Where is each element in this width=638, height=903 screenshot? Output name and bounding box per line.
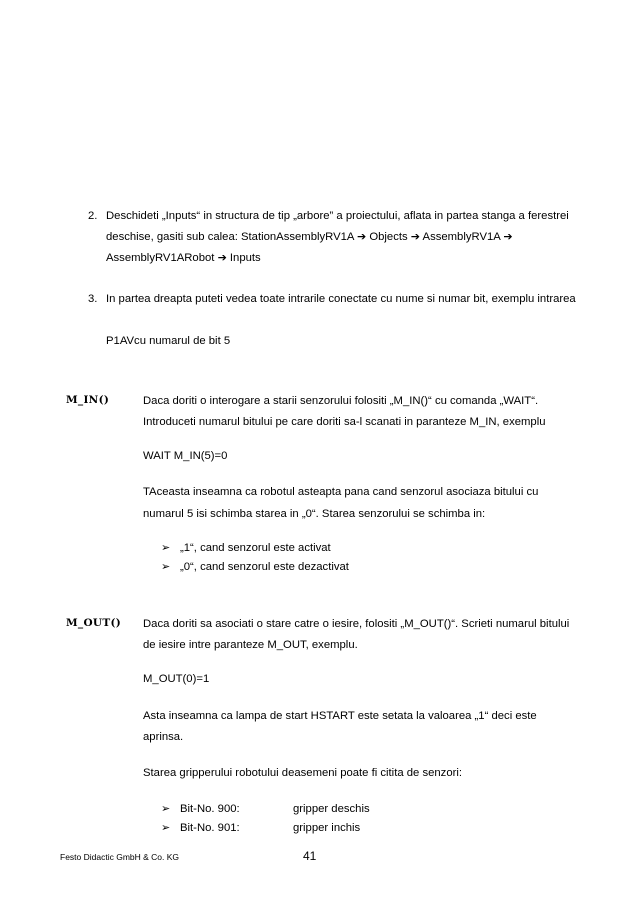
arrow-right-icon: ➔ <box>503 230 513 243</box>
list-item: „1“, cand senzorul este activat <box>180 542 331 554</box>
paragraph-line: Starea gripperului robotului deasemeni poate fi citita de senzori: <box>143 767 463 779</box>
footer-company: Festo Didactic GmbH & Co. KG <box>60 852 180 862</box>
page-number: 41 <box>303 849 317 863</box>
arrowhead-bullet-icon: ➢ <box>161 560 171 573</box>
keyword-m-out: M_OUT() <box>66 617 122 629</box>
step-text-line: In partea dreapta puteti vedea toate intrarile conectate cu nume si numar bit, exemplu intrarea <box>106 293 576 305</box>
paragraph-line: de iesire intre paranteze M_OUT, exemplu. <box>143 639 358 651</box>
step-text-line: P1AVcu numarul de bit 5 <box>106 335 231 347</box>
paragraph-line: TAceasta inseamna ca robotul asteapta pana cand senzorul asociaza bitului cu <box>143 486 539 498</box>
path-segment: deschise, gasiti sub calea: StationAssemblyRV1A <box>106 231 354 243</box>
paragraph-line: aprinsa. <box>143 731 184 743</box>
path-segment: AssemblyRV1A <box>422 231 501 243</box>
list-item: „0“, cand senzorul este dezactivat <box>180 561 349 573</box>
bit-state: gripper inchis <box>293 822 361 834</box>
arrowhead-bullet-icon: ➢ <box>161 802 171 815</box>
arrow-right-icon: ➔ <box>356 230 367 243</box>
paragraph-line: Introduceti numarul bitului pe care doriti sa-l scanati in paranteze M_IN, exemplu <box>143 416 546 428</box>
arrow-right-icon: ➔ <box>217 251 227 264</box>
keyword-m-in: M_IN() <box>66 394 110 406</box>
paragraph-line: Asta inseamna ca lampa de start HSTART este setata la valoarea „1“ deci este <box>143 710 537 722</box>
bit-label: Bit-No. 900: <box>180 803 240 815</box>
step-number: 3. <box>88 293 98 305</box>
step-number: 2. <box>88 210 98 222</box>
bit-label: Bit-No. 901: <box>180 822 240 834</box>
paragraph-line: Daca doriti o interogare a starii senzorului folositi „M_IN()“ cu comanda „WAIT“. <box>143 395 539 407</box>
step-text-line: Deschideti „Inputs“ in structura de tip „arbore” a proiectului, aflata in partea stanga a ferestrei <box>106 210 569 222</box>
arrow-right-icon: ➔ <box>410 230 421 243</box>
paragraph-line: Daca doriti sa asociati o stare catre o iesire, folositi „M_OUT()“. Scrieti numarul bitului <box>143 618 570 630</box>
code-example: WAIT M_IN(5)=0 <box>143 450 228 462</box>
paragraph-line: numarul 5 isi schimba starea in „0“. Starea senzorului se schimba in: <box>143 508 486 520</box>
path-segment: AssemblyRV1ARobot <box>106 252 215 264</box>
step-path-line <box>106 230 513 244</box>
path-segment: Objects <box>369 231 408 243</box>
step-path-line <box>106 251 261 265</box>
code-example: M_OUT(0)=1 <box>143 673 210 685</box>
arrowhead-bullet-icon: ➢ <box>161 821 171 834</box>
bit-state: gripper deschis <box>293 803 370 815</box>
path-segment: Inputs <box>229 252 261 264</box>
arrowhead-bullet-icon: ➢ <box>161 541 171 554</box>
